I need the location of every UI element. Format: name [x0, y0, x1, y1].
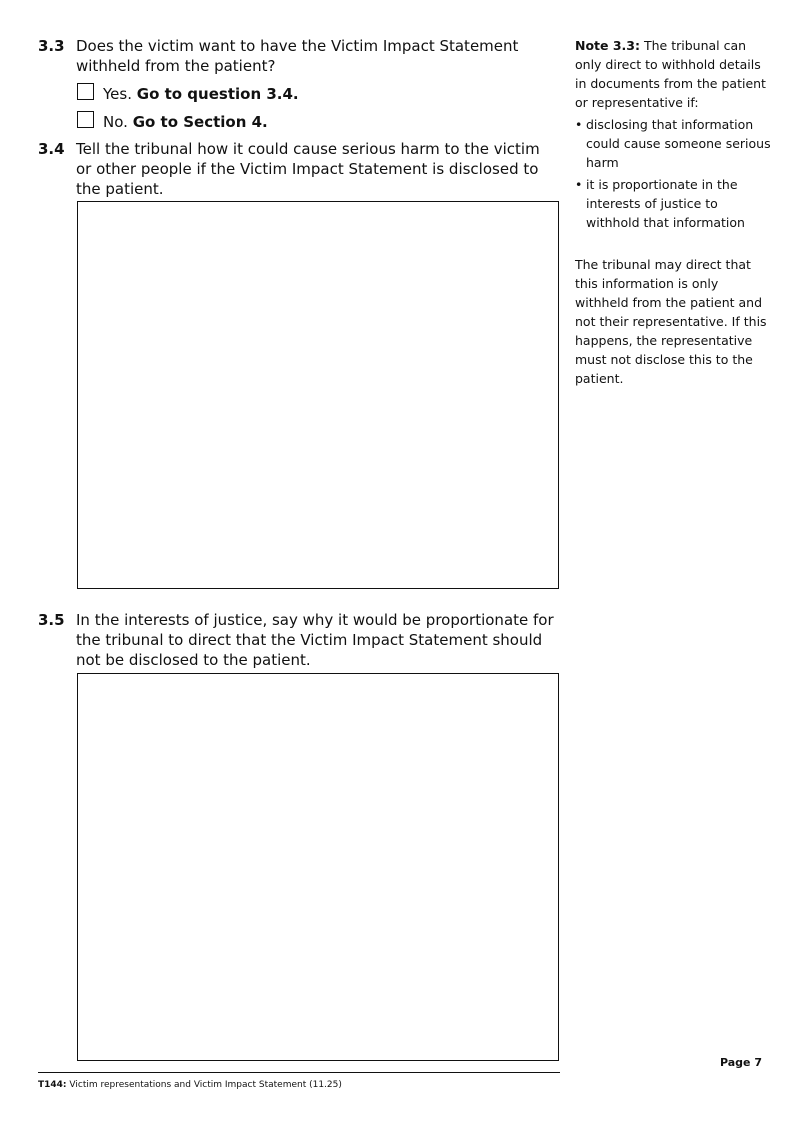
option-yes-label: Yes.: [103, 85, 132, 103]
answer-box-3-4[interactable]: [77, 201, 559, 589]
side-note-3-3: [575, 36, 775, 388]
option-yes[interactable]: [77, 84, 299, 104]
question-text-3-4: Tell the tribunal how it could cause serious harm to the victim or other people if the Victim Impact Statement is disclosed to the patient.: [76, 140, 540, 198]
page-number: Page 7: [719, 1056, 762, 1069]
footer-form-title: Victim representations and Victim Impact Statement (11.25): [69, 1080, 342, 1090]
note-intro-text: The tribunal can only direct to withhold details in documents from the patient or representative if:: [575, 38, 766, 110]
note-bullet-list: [575, 115, 775, 232]
note-bullet-item: [575, 115, 775, 172]
note-label: Note 3.3:: [575, 38, 640, 53]
option-yes-instruction: Go to question 3.4.: [136, 85, 299, 103]
option-no-instruction: Go to Section 4.: [132, 113, 268, 131]
footer-divider: [38, 1072, 560, 1073]
note-bullet-text: it is proportionate in the interests of justice to withhold that information: [586, 177, 745, 230]
no-checkbox[interactable]: [77, 111, 94, 128]
note-bullet-text: disclosing that information could cause someone serious harm: [586, 117, 771, 170]
footer-form-code: T144:: [38, 1080, 67, 1090]
note-intro: [575, 36, 775, 112]
bullet-icon: •: [575, 177, 583, 192]
question-text-3-3: Does the victim want to have the Victim Impact Statement withheld from the patient?: [76, 37, 519, 75]
note-bullet-item: [575, 175, 775, 232]
question-number-3-5: 3.5: [38, 611, 65, 629]
question-number-3-3: 3.3: [38, 37, 65, 55]
bullet-icon: •: [575, 117, 583, 132]
option-no[interactable]: [77, 112, 268, 132]
question-number-3-4: 3.4: [38, 140, 65, 158]
answer-box-3-5[interactable]: [77, 673, 559, 1061]
question-text-3-5: In the interests of justice, say why it would be proportionate for the tribunal to direct that the Victim Impact Statement should not be disclosed to the patient.: [76, 611, 554, 669]
note-paragraph: The tribunal may direct that this information is only withheld from the patient and not their representative. If this happens, the representative must not disclose this to the patient.: [575, 257, 767, 386]
option-no-label: No.: [103, 113, 128, 131]
footer-form-reference: [38, 1079, 342, 1091]
yes-checkbox[interactable]: [77, 83, 94, 100]
